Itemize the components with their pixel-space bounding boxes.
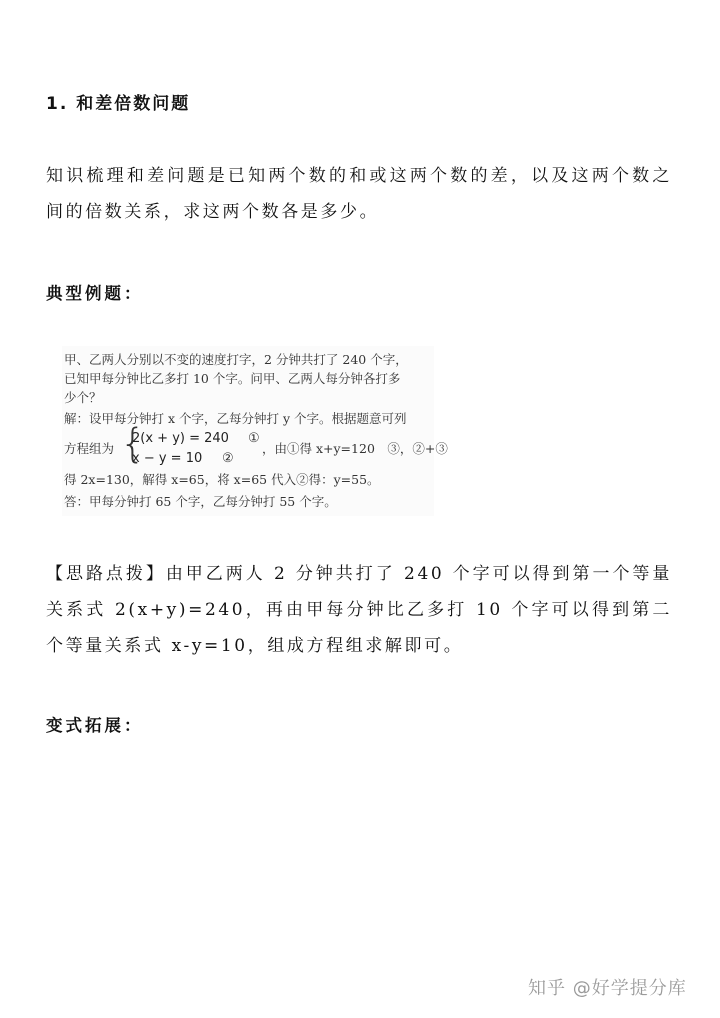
brace-icon: { [120,421,146,467]
solution-line-1: 解：设甲每分钟打 x 个字，乙每分钟打 y 个字。根据题意可列 [64,411,407,426]
system-prefix: 方程组为 [64,441,115,456]
problem-line-1: 甲、乙两人分别以不变的速度打字，2 分钟共打了 240 个字， [64,352,408,367]
hint-paragraph: 【思路点拨】由甲乙两人 2 分钟共打了 240 个字可以得到第一个等量关系式 2(x+y)=240，再由甲每分钟比乙多打 10 个字可以得到第二个等量关系式 x-y=10，组成方程组求解即可。 [46,564,672,656]
variant-heading: 变式拓展： [46,716,144,735]
solution-line-3: 得 2x=130，解得 x=65，将 x=65 代入②得：y=55。 [64,472,380,487]
problem-line-3: 少个？ [64,390,102,405]
equation-1-note: ，由①得 x+y=120 ③，②+③ [262,441,448,456]
problem-line-2: 已知甲每分钟比乙多打 10 个字。问甲、乙两人每分钟各打多 [64,371,401,386]
equation-2: x − y = 10 [132,451,203,466]
equation-2-mark: ② [222,451,234,466]
example-image [62,346,448,516]
intro-paragraph: 知识梳理和差问题是已知两个数的和或这两个数的差，以及这两个数之间的倍数关系，求这两个数各是多少。 [46,166,672,222]
equation-1: 2(x + y) = 240 [132,431,229,446]
example-heading: 典型例题： [46,284,144,303]
section-title: 1. 和差倍数问题 [46,94,191,114]
watermark: 知乎 @好学提分库 [528,978,687,999]
equation-1-mark: ① [248,431,260,446]
answer-line: 答：甲每分钟打 65 个字，乙每分钟打 55 个字。 [64,494,337,509]
